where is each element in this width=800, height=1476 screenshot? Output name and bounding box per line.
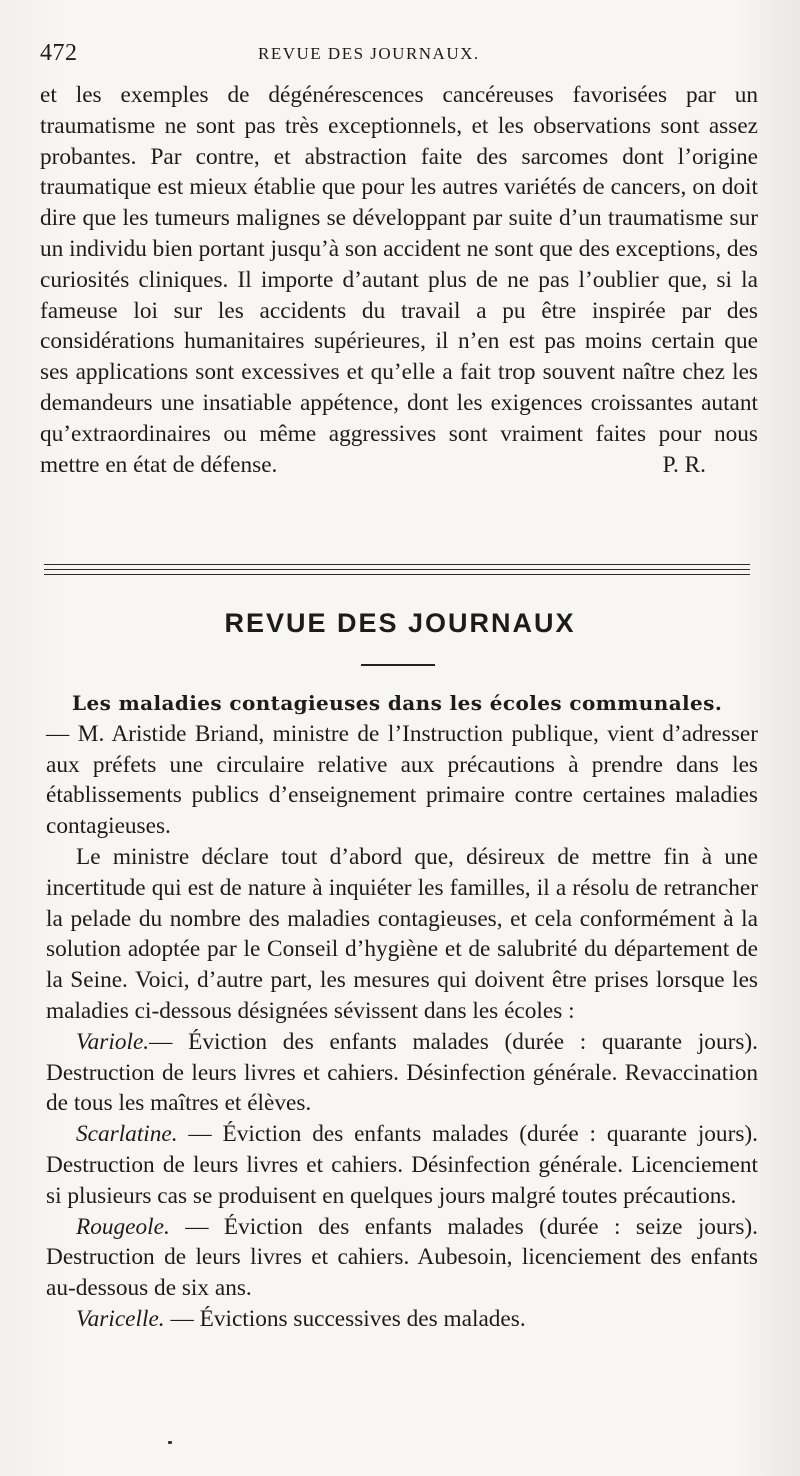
disease-item-rougeole [46,1212,758,1304]
divider-line [44,574,750,575]
ink-speck [168,1441,172,1444]
disease-measures: — Éviction des enfants malades (durée : seize jours). Destruction de leurs livres et cahiers. Aubesoin, licenciement des enfants au-dessous de six ans. [46,1213,759,1302]
article-paragraph: Le ministre déclare tout d’abord que, désireux de mettre fin à une incertitude qui est de nature à inquiéter les familles, il a résolu de retrancher la pelade du nombre des maladies contagieuses, et cela conformément à la solution adoptée par le Conseil d’hygiène et de salubrité du département de la Seine. Voici, d’autre part, les mesures qui doivent être prises lorsque les maladies ci-dessous désignées sévissent dans les écoles : [46,843,758,1024]
disease-measures: — Éviction des enfants malades (durée : quarante jours). Destruction de leurs livres et cahiers. Désinfection générale. Licenciement si plusieurs cas se produisent en quelques jours malgré toutes précautions. [46,1121,758,1209]
previous-article-text: et les exemples de dégénérescences cancéreuses favorisées par un traumatisme ne sont pas très exceptionnels, et les observations sont assez probantes. Par contre, et abstraction faite des sarcomes dont l’origine traumatique est mieux établie que pour les autres variétés de cancers, on doit dire que les tumeurs malignes se développant par suite d’un traumatisme sur un individu bien portant jusqu’à son accident ne sont que des exceptions, des curiosités cliniques. Il importe d’autant plus de ne pas l’oublier que, si la fameuse loi sur les accidents du travail a pu être inspirée par des considérations humanitaires supérieures, il n’en est pas moins certain que ses applications sont excessives et qu’elle a fait trop souvent naître chez les demandeurs une insatiable appétence, dont les exigences croissantes autant qu’extraordinaires ou même aggressives sont vraiment faites pour nous mettre en état de défense. [40,82,758,478]
previous-article-conclusion [40,80,758,480]
divider-line [44,569,750,570]
disease-item-varicelle [46,1304,758,1335]
disease-measures: — Éviction des enfants malades (durée : quarante jours). Destruction de leurs livres et cahiers. Désinfection générale. Revaccination de tous les maîtres et élèves. [46,1028,758,1117]
disease-term: Scarlatine. [76,1121,178,1148]
article-intro-paragraph [46,688,758,842]
section-title: REVUE DES JOURNAUX [224,608,576,638]
disease-measures: — Évictions successives des malades. [170,1305,526,1332]
article-intro: — M. Aristide Briand, ministre de l’Instruction publique, vient d’adresser aux préfets une circulaire relative aux précautions à prendre dans les établissements publics d’enseignement primaire contre certaines maladies contagieuses. [46,720,758,840]
divider-line [44,564,750,565]
page-number: 472 [40,40,78,66]
disease-item-variole [46,1027,758,1119]
article-headline: Les maladies contagieuses dans les écoles communales. [72,691,723,715]
disease-term: Variole. [76,1028,150,1055]
article [46,688,758,1335]
disease-term: Rougeole. [76,1213,170,1240]
running-title: REVUE DES JOURNAUX. [258,44,480,63]
running-head [40,40,760,70]
title-underline [361,664,435,666]
author-signature: P. R. [662,451,706,478]
disease-item-scarlatine [46,1119,758,1211]
section-divider [44,564,750,576]
disease-term: Varicelle. [76,1305,165,1332]
